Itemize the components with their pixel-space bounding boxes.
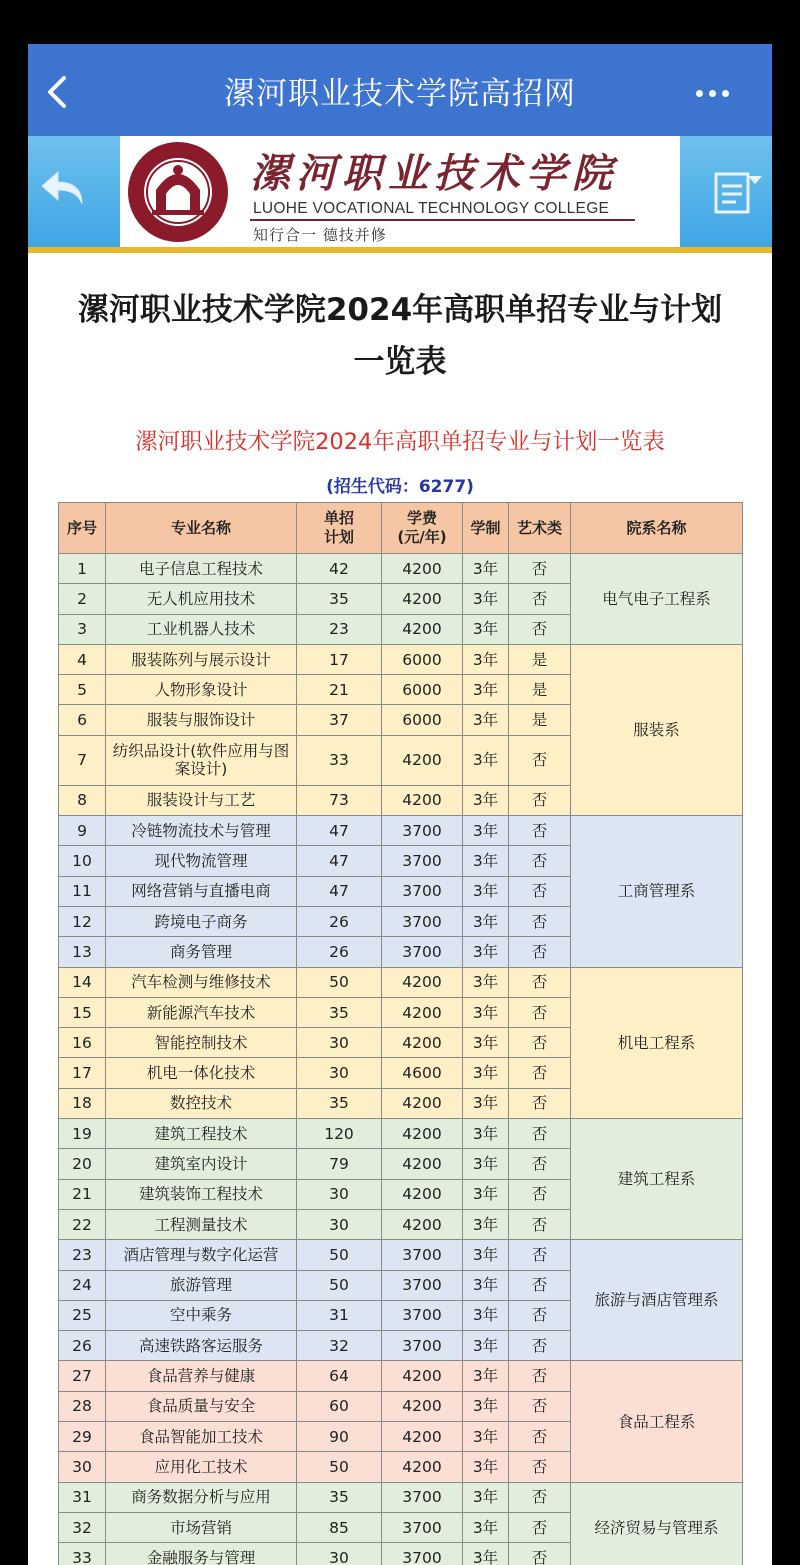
cell-plan: 50 (297, 1452, 382, 1482)
cell-no: 7 (59, 735, 106, 785)
cell-duration: 3年 (463, 614, 509, 644)
cell-duration: 3年 (463, 1300, 509, 1330)
table-body (59, 554, 743, 1565)
cell-plan: 17 (297, 644, 382, 674)
cell-plan: 47 (297, 816, 382, 846)
cell-plan: 35 (297, 997, 382, 1027)
table-caption: 漯河职业技术学院2024年高职单招专业与计划一览表 (135, 429, 665, 455)
cell-no: 12 (59, 906, 106, 936)
cell-plan: 47 (297, 846, 382, 876)
header-fee-line1: 学费 (406, 509, 437, 527)
cell-fee: 4200 (382, 997, 463, 1027)
cell-duration: 3年 (463, 876, 509, 906)
cell-major: 服装设计与工艺 (106, 785, 297, 815)
cell-major: 现代物流管理 (106, 846, 297, 876)
cell-fee: 4200 (382, 1422, 463, 1452)
cell-duration: 3年 (463, 1058, 509, 1088)
cell-no: 26 (59, 1331, 106, 1361)
cell-art: 是 (509, 675, 571, 705)
cell-no: 3 (59, 614, 106, 644)
cell-art: 否 (509, 1088, 571, 1118)
cell-duration: 3年 (463, 644, 509, 674)
cell-major: 数控技术 (106, 1088, 297, 1118)
cell-duration: 3年 (463, 1209, 509, 1239)
cell-no: 19 (59, 1119, 106, 1149)
cell-plan: 32 (297, 1331, 382, 1361)
table-row (59, 816, 743, 846)
cell-plan: 50 (297, 967, 382, 997)
cell-art: 否 (509, 1028, 571, 1058)
cell-art: 否 (509, 554, 571, 584)
cell-major: 商务管理 (106, 937, 297, 967)
cell-duration: 3年 (463, 967, 509, 997)
cell-art: 否 (509, 1361, 571, 1391)
cell-art: 是 (509, 705, 571, 735)
cell-art: 否 (509, 785, 571, 815)
cell-no: 22 (59, 1209, 106, 1239)
enrollment-plan-table (58, 502, 743, 1565)
cell-major: 工程测量技术 (106, 1209, 297, 1239)
cell-no: 16 (59, 1028, 106, 1058)
cell-duration: 3年 (463, 1088, 509, 1118)
cell-plan: 21 (297, 675, 382, 705)
cell-art: 否 (509, 1270, 571, 1300)
cell-duration: 3年 (463, 1240, 509, 1270)
cell-plan: 50 (297, 1270, 382, 1300)
cell-art: 否 (509, 1422, 571, 1452)
cell-plan: 120 (297, 1119, 382, 1149)
cell-plan: 79 (297, 1149, 382, 1179)
cell-art: 否 (509, 1240, 571, 1270)
cell-major: 工业机器人技术 (106, 614, 297, 644)
cell-fee: 6000 (382, 675, 463, 705)
cell-fee: 4600 (382, 1058, 463, 1088)
cell-art: 否 (509, 735, 571, 785)
header-plan-line2: 计划 (323, 528, 354, 546)
cell-fee: 3700 (382, 1240, 463, 1270)
table-row (59, 967, 743, 997)
cell-major: 建筑室内设计 (106, 1149, 297, 1179)
cell-major: 商务数据分析与应用 (106, 1482, 297, 1512)
cell-art: 否 (509, 876, 571, 906)
page-title: 漯河职业技术学院高招网 (224, 76, 576, 112)
cell-art: 否 (509, 1300, 571, 1330)
cell-duration: 3年 (463, 1119, 509, 1149)
cell-fee: 3700 (382, 1270, 463, 1300)
cell-fee: 4200 (382, 614, 463, 644)
header-plan (297, 503, 382, 554)
cell-fee: 3700 (382, 1543, 463, 1565)
cell-no: 14 (59, 967, 106, 997)
cell-fee: 3700 (382, 846, 463, 876)
cell-duration: 3年 (463, 906, 509, 936)
cell-no: 29 (59, 1422, 106, 1452)
cell-art: 否 (509, 906, 571, 936)
cell-art: 否 (509, 1391, 571, 1421)
cell-major: 旅游管理 (106, 1270, 297, 1300)
cell-fee: 4200 (382, 1452, 463, 1482)
table-row (59, 554, 743, 584)
cell-art: 是 (509, 644, 571, 674)
cell-art: 否 (509, 1149, 571, 1179)
document-menu-icon[interactable] (712, 170, 764, 216)
header-fee-line2: (元/年) (397, 528, 447, 546)
back-chevron-icon[interactable] (42, 72, 72, 112)
cell-no: 30 (59, 1452, 106, 1482)
cell-major: 空中乘务 (106, 1300, 297, 1330)
college-motto: 知行合一 德技并修 (253, 226, 387, 244)
cell-fee: 4200 (382, 1391, 463, 1421)
cell-fee: 4200 (382, 967, 463, 997)
cell-dept: 经济贸易与管理系 (571, 1482, 743, 1565)
cell-art: 否 (509, 1058, 571, 1088)
cell-major: 市场营销 (106, 1512, 297, 1542)
cell-art: 否 (509, 967, 571, 997)
cell-no: 17 (59, 1058, 106, 1088)
cell-major: 无人机应用技术 (106, 584, 297, 614)
cell-plan: 30 (297, 1209, 382, 1239)
cell-major: 食品智能加工技术 (106, 1422, 297, 1452)
cell-fee: 4200 (382, 1179, 463, 1209)
cell-dept: 旅游与酒店管理系 (571, 1240, 743, 1361)
cell-major: 电子信息工程技术 (106, 554, 297, 584)
cell-plan: 23 (297, 614, 382, 644)
cell-duration: 3年 (463, 937, 509, 967)
cell-no: 23 (59, 1240, 106, 1270)
cell-art: 否 (509, 1119, 571, 1149)
cell-major: 食品营养与健康 (106, 1361, 297, 1391)
cell-duration: 3年 (463, 785, 509, 815)
cell-duration: 3年 (463, 1452, 509, 1482)
cell-fee: 3700 (382, 1300, 463, 1330)
cell-art: 否 (509, 1452, 571, 1482)
cell-major: 人物形象设计 (106, 675, 297, 705)
cell-plan: 35 (297, 1482, 382, 1512)
cell-dept: 机电工程系 (571, 967, 743, 1118)
cell-no: 11 (59, 876, 106, 906)
cell-major: 建筑工程技术 (106, 1119, 297, 1149)
cell-fee: 6000 (382, 705, 463, 735)
cell-major: 纺织品设计(软件应用与图案设计) (106, 735, 297, 785)
header-art: 艺术类 (509, 503, 571, 554)
cell-art: 否 (509, 1543, 571, 1565)
undo-arrow-icon[interactable] (38, 166, 90, 210)
cell-no: 32 (59, 1512, 106, 1542)
cell-duration: 3年 (463, 1361, 509, 1391)
cell-no: 24 (59, 1270, 106, 1300)
cell-fee: 3700 (382, 876, 463, 906)
cell-fee: 4200 (382, 554, 463, 584)
cell-fee: 4200 (382, 1119, 463, 1149)
cell-dept: 服装系 (571, 644, 743, 815)
cell-duration: 3年 (463, 1028, 509, 1058)
cell-plan: 30 (297, 1543, 382, 1565)
cell-plan: 85 (297, 1512, 382, 1542)
cell-plan: 37 (297, 705, 382, 735)
cell-plan: 30 (297, 1058, 382, 1088)
more-options-icon[interactable] (696, 82, 740, 106)
cell-duration: 3年 (463, 1422, 509, 1452)
table-header-row (59, 503, 743, 554)
cell-duration: 3年 (463, 675, 509, 705)
cell-duration: 3年 (463, 1331, 509, 1361)
cell-plan: 33 (297, 735, 382, 785)
college-name-chinese: 漯河职业技术学院 (250, 150, 618, 197)
cell-duration: 3年 (463, 1391, 509, 1421)
header-plan-line1: 单招 (323, 509, 354, 527)
cell-plan: 90 (297, 1422, 382, 1452)
cell-no: 4 (59, 644, 106, 674)
cell-fee: 3700 (382, 1512, 463, 1542)
cell-plan: 64 (297, 1361, 382, 1391)
cell-major: 网络营销与直播电商 (106, 876, 297, 906)
cell-fee: 4200 (382, 1209, 463, 1239)
cell-duration: 3年 (463, 846, 509, 876)
cell-major: 食品质量与安全 (106, 1391, 297, 1421)
cell-duration: 3年 (463, 554, 509, 584)
cell-major: 智能控制技术 (106, 1028, 297, 1058)
cell-art: 否 (509, 816, 571, 846)
cell-major: 跨境电子商务 (106, 906, 297, 936)
app-screen (28, 44, 772, 1565)
table-row (59, 1361, 743, 1391)
cell-no: 1 (59, 554, 106, 584)
cell-plan: 30 (297, 1179, 382, 1209)
cell-plan: 50 (297, 1240, 382, 1270)
cell-no: 20 (59, 1149, 106, 1179)
cell-no: 18 (59, 1088, 106, 1118)
cell-major: 汽车检测与维修技术 (106, 967, 297, 997)
cell-no: 10 (59, 846, 106, 876)
cell-fee: 4200 (382, 785, 463, 815)
cell-plan: 31 (297, 1300, 382, 1330)
college-banner (28, 136, 772, 253)
cell-no: 15 (59, 997, 106, 1027)
cell-fee: 4200 (382, 1361, 463, 1391)
table-row (59, 644, 743, 674)
cell-fee: 4200 (382, 1088, 463, 1118)
cell-art: 否 (509, 846, 571, 876)
cell-no: 5 (59, 675, 106, 705)
header-dept: 院系名称 (571, 503, 743, 554)
cell-no: 31 (59, 1482, 106, 1512)
cell-fee: 3700 (382, 816, 463, 846)
cell-art: 否 (509, 614, 571, 644)
cell-fee: 4200 (382, 1149, 463, 1179)
header-duration: 学制 (463, 503, 509, 554)
cell-plan: 42 (297, 554, 382, 584)
cell-art: 否 (509, 997, 571, 1027)
cell-duration: 3年 (463, 1270, 509, 1300)
cell-dept: 电气电子工程系 (571, 554, 743, 645)
cell-art: 否 (509, 1512, 571, 1542)
cell-no: 13 (59, 937, 106, 967)
table-row (59, 1119, 743, 1149)
cell-duration: 3年 (463, 584, 509, 614)
cell-fee: 3700 (382, 937, 463, 967)
cell-major: 建筑装饰工程技术 (106, 1179, 297, 1209)
cell-plan: 60 (297, 1391, 382, 1421)
cell-no: 25 (59, 1300, 106, 1330)
enrollment-code: (招生代码：6277) (326, 477, 474, 497)
cell-art: 否 (509, 584, 571, 614)
cell-dept: 食品工程系 (571, 1361, 743, 1482)
cell-no: 28 (59, 1391, 106, 1421)
cell-fee: 4200 (382, 735, 463, 785)
navbar (28, 44, 772, 136)
cell-fee: 3700 (382, 906, 463, 936)
cell-fee: 6000 (382, 644, 463, 674)
cell-no: 27 (59, 1361, 106, 1391)
cell-art: 否 (509, 1331, 571, 1361)
college-logo-panel (120, 136, 680, 247)
cell-major: 应用化工技术 (106, 1452, 297, 1482)
article-title: 漯河职业技术学院2024年高职单招专业与计划一览表 (77, 292, 723, 380)
cell-duration: 3年 (463, 1543, 509, 1565)
cell-art: 否 (509, 1482, 571, 1512)
cell-fee: 3700 (382, 1482, 463, 1512)
table-row (59, 1240, 743, 1270)
cell-major: 新能源汽车技术 (106, 997, 297, 1027)
college-name-english: LUOHE VOCATIONAL TECHNOLOGY COLLEGE (253, 200, 610, 217)
cell-no: 21 (59, 1179, 106, 1209)
cell-major: 服装与服饰设计 (106, 705, 297, 735)
cell-no: 6 (59, 705, 106, 735)
cell-dept: 工商管理系 (571, 816, 743, 967)
cell-plan: 26 (297, 937, 382, 967)
cell-art: 否 (509, 1179, 571, 1209)
table-row (59, 1482, 743, 1512)
cell-fee: 4200 (382, 1028, 463, 1058)
cell-plan: 73 (297, 785, 382, 815)
cell-dept: 建筑工程系 (571, 1119, 743, 1240)
cell-major: 冷链物流技术与管理 (106, 816, 297, 846)
cell-major: 高速铁路客运服务 (106, 1331, 297, 1361)
cell-duration: 3年 (463, 1149, 509, 1179)
cell-major: 酒店管理与数字化运营 (106, 1240, 297, 1270)
cell-no: 33 (59, 1543, 106, 1565)
cell-no: 2 (59, 584, 106, 614)
cell-duration: 3年 (463, 997, 509, 1027)
cell-duration: 3年 (463, 705, 509, 735)
cell-no: 9 (59, 816, 106, 846)
cell-duration: 3年 (463, 1179, 509, 1209)
cell-plan: 47 (297, 876, 382, 906)
cell-major: 服装陈列与展示设计 (106, 644, 297, 674)
cell-art: 否 (509, 1209, 571, 1239)
cell-plan: 35 (297, 584, 382, 614)
cell-major: 金融服务与管理 (106, 1543, 297, 1565)
header-fee (382, 503, 463, 554)
cell-fee: 3700 (382, 1331, 463, 1361)
cell-fee: 4200 (382, 584, 463, 614)
banner-divider (250, 219, 635, 221)
cell-duration: 3年 (463, 1482, 509, 1512)
cell-plan: 35 (297, 1088, 382, 1118)
cell-duration: 3年 (463, 816, 509, 846)
cell-plan: 26 (297, 906, 382, 936)
header-no: 序号 (59, 503, 106, 554)
college-seal-icon (126, 140, 230, 244)
cell-duration: 3年 (463, 1512, 509, 1542)
cell-no: 8 (59, 785, 106, 815)
cell-duration: 3年 (463, 735, 509, 785)
cell-major: 机电一体化技术 (106, 1058, 297, 1088)
cell-plan: 30 (297, 1028, 382, 1058)
cell-art: 否 (509, 937, 571, 967)
header-major: 专业名称 (106, 503, 297, 554)
